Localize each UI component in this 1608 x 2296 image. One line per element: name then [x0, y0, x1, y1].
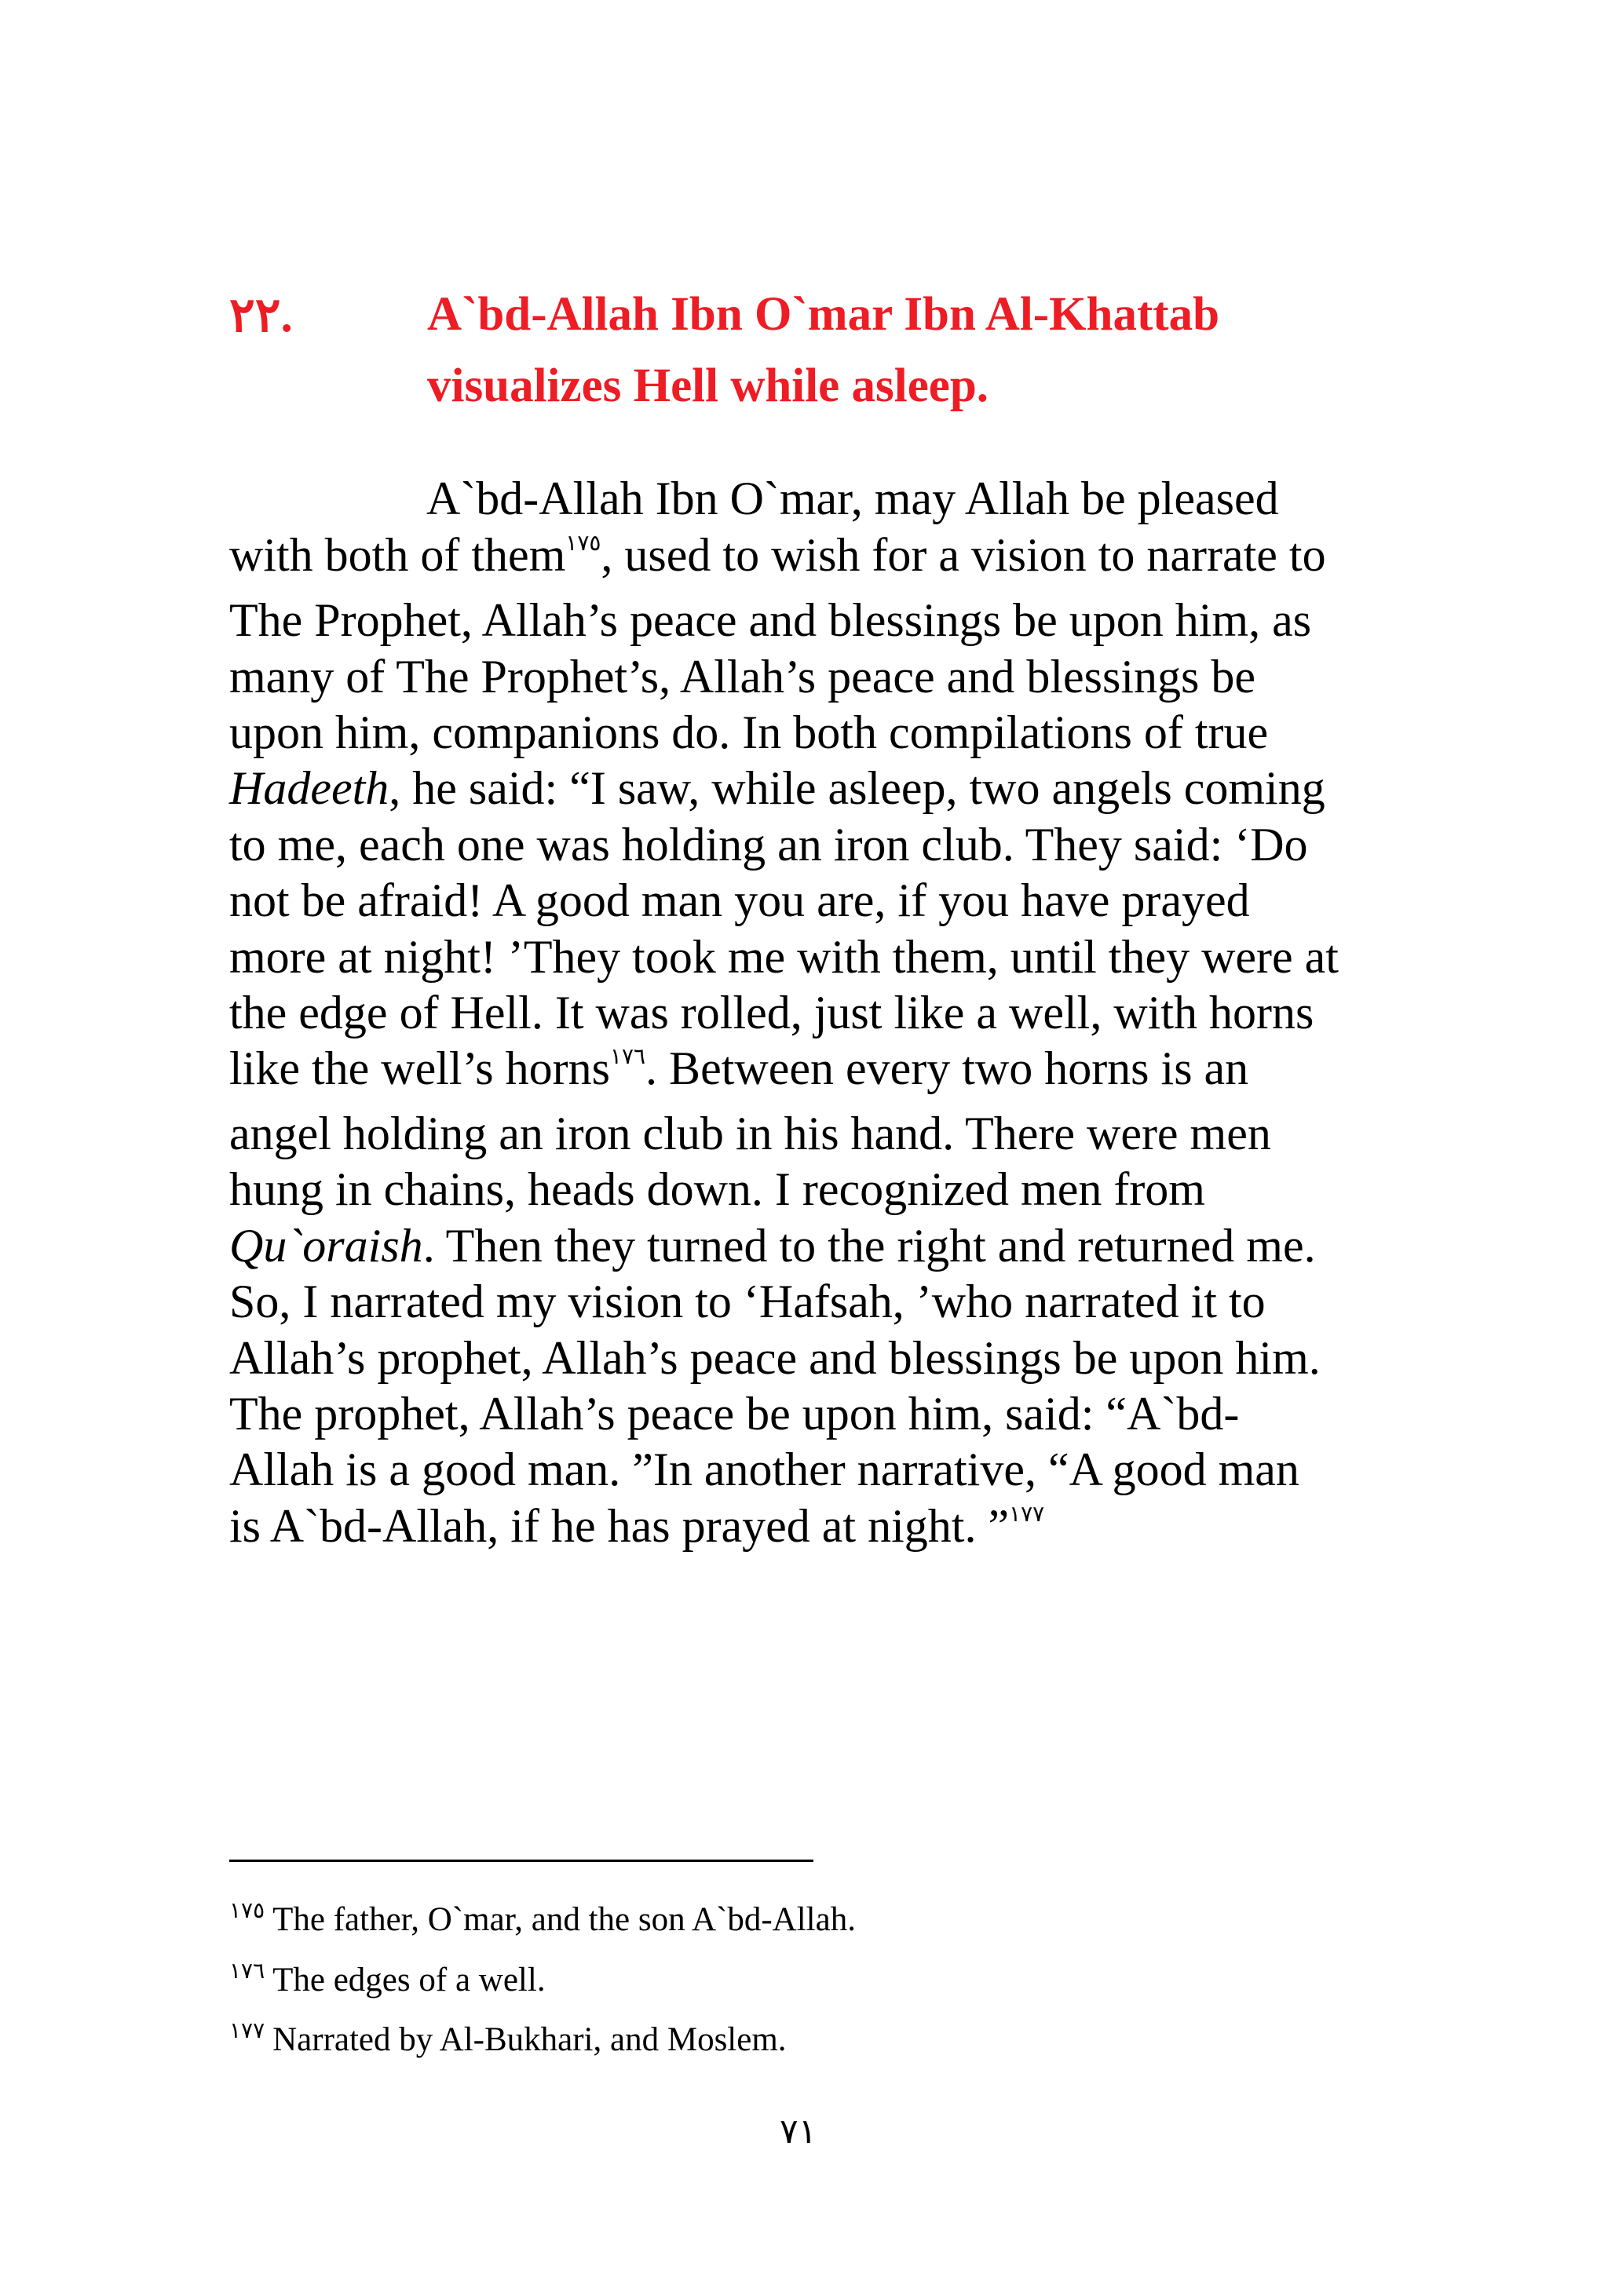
body-line: more at night! ’They took me with them, until they were at: [229, 931, 1339, 983]
body-text-span: , he said: “I saw, while asleep, two angels coming: [389, 762, 1325, 814]
body-line: many of The Prophet’s, Allah’s peace and blessings be: [229, 651, 1255, 703]
body-text-span: , used to wish for a vision to narrate to: [601, 529, 1326, 581]
footnote-175: [229, 1897, 856, 1939]
footnote-text: Narrated by Al-Bukhari, and Moslem.: [272, 2021, 787, 2058]
body-text-span: with both of them: [229, 529, 566, 581]
footnote-177: [229, 2017, 787, 2059]
body-text-span: . Between every two horns is an: [645, 1042, 1249, 1094]
body-line: [229, 528, 1326, 582]
body-line: The Prophet, Allah’s peace and blessings be upon him, as: [229, 594, 1312, 646]
body-line: the edge of Hell. It was rolled, just like a well, with horns: [229, 987, 1314, 1038]
body-line: upon him, companions do. In both compilations of true: [229, 706, 1269, 758]
body-line: The prophet, Allah’s peace be upon him, said: “A`bd-: [229, 1388, 1240, 1440]
page-number: ٧١: [780, 2112, 817, 2151]
body-line: [229, 761, 1325, 816]
body-text-span: . Then they turned to the right and returned me.: [422, 1220, 1316, 1272]
body-line: Allah is a good man. ”In another narrative, “A good man: [229, 1444, 1299, 1495]
chapter-number: ٢٢.: [229, 290, 293, 342]
footnote-mark: ١٧٥: [229, 1899, 265, 1923]
footnote-176: [229, 1958, 546, 1999]
body-line: [229, 1042, 1248, 1096]
italic-term-hadeeth: Hadeeth: [229, 762, 389, 814]
footnote-mark: ١٧٧: [229, 2019, 265, 2043]
body-line: Allah’s prophet, Allah’s peace and blessings be upon him.: [229, 1332, 1321, 1384]
footnote-ref-177[interactable]: ١٧٧: [1009, 1502, 1045, 1527]
italic-term-quoraish: Qu`oraish: [229, 1220, 423, 1272]
body-line: hung in chains, heads down. I recognized men from: [229, 1163, 1205, 1215]
body-line: angel holding an iron club in his hand. There were men: [229, 1108, 1271, 1159]
body-text-span: like the well’s horns: [229, 1042, 610, 1094]
footnote-ref-175[interactable]: ١٧٥: [565, 531, 601, 556]
body-line: to me, each one was holding an iron club. They said: ‘Do: [229, 819, 1308, 871]
footnote-separator: [229, 1860, 813, 1862]
footnote-text: The father, O`mar, and the son A`bd-Allah.: [272, 1901, 856, 1938]
chapter-title-line-2: visualizes Hell while asleep.: [427, 360, 989, 412]
body-text-span: is A`bd-Allah, if he has prayed at night. ”: [229, 1500, 1010, 1552]
footnote-mark: ١٧٦: [229, 1959, 265, 1984]
chapter-title-line-1: A`bd-Allah Ibn O`mar Ibn Al-Khattab: [427, 288, 1220, 341]
body-line: So, I narrated my vision to ‘Hafsah, ’who narrated it to: [229, 1276, 1266, 1327]
body-line: [229, 1499, 1044, 1553]
footnote-text: The edges of a well.: [272, 1962, 546, 1999]
body-line: [229, 1219, 1316, 1273]
body-line: A`bd-Allah Ibn O`mar, may Allah be pleased: [426, 473, 1279, 524]
body-line: not be afraid! A good man you are, if you have prayed: [229, 874, 1250, 926]
footnote-ref-176[interactable]: ١٧٦: [609, 1045, 646, 1069]
